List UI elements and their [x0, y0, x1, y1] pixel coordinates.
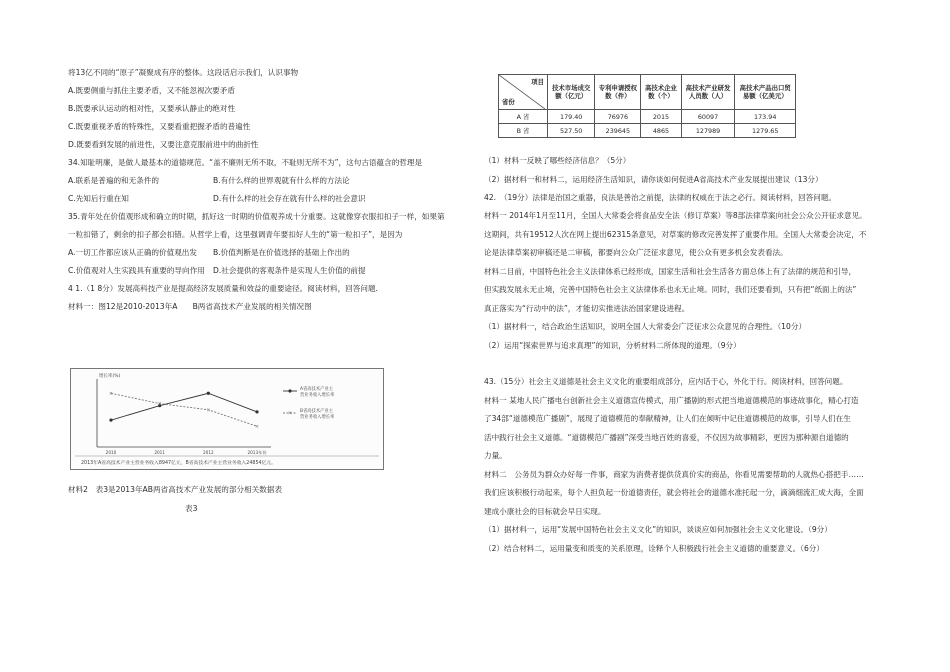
- q34-option-c: C.先知后行重在知: [68, 194, 129, 203]
- q42-material-1-line3: 论是法律草案初审稿还是二审稿，都要向公众广泛征求意见，使公众有更多机会发表看法。: [484, 248, 788, 257]
- table-corner-top: 项目: [531, 78, 544, 86]
- q43-material-1-line1: 材料一 某地人民广播电台创新社会主义道德宣传模式，用广播剧的形式把当地道德模范的事迹故事化，精心打造: [484, 396, 859, 405]
- data-point: [109, 419, 112, 422]
- table-3: [498, 74, 796, 138]
- q42-stem: 42. （19分）法律是治国之重器，良法是善治之前提，法律的权威在于法之必行。阅读材料，回答问题。: [484, 193, 837, 202]
- q35-option-c: C.价值观对人生实践具有重要的导向作用: [68, 266, 205, 275]
- q34-option-b: B.有什么样的世界观就有什么样的方法论: [213, 176, 350, 185]
- q41-sub-2: （2）据材料一和材料二，运用经济生活知识，请你谈如何促进A省高技术产业发展提出建议（13分）: [484, 175, 823, 184]
- legend-marker: ×: [287, 410, 293, 417]
- legend-label: B省高技术产业主: [300, 409, 334, 414]
- legend-label: 营业务收入增长率: [300, 393, 335, 398]
- legend-label: A省高技术产业主: [300, 387, 334, 392]
- x-tick-label: 2011: [154, 450, 166, 455]
- table-cell: 127989: [681, 124, 735, 138]
- legend-marker: [288, 389, 291, 392]
- legend-label: 营业务收入增长率: [300, 415, 335, 420]
- table-header-cell: 高技术产业研发人员数（人）: [681, 75, 735, 110]
- data-point: ×: [206, 407, 211, 414]
- q42-sub-1: （1）据材料一，结合政治生活知识，说明全国人大常委会广泛征求公众意见的合理性。（10分）: [484, 322, 807, 331]
- q43-sub-2: （2）结合材料二，运用量变和质变的关系原理，诠释个人积极践行社会主义道德的重要意义。（6分）: [484, 544, 824, 553]
- q35-option-a: A.一切工作都应该从正确的价值观出发: [68, 248, 197, 257]
- q43-material-1-line4: 力量。: [484, 451, 507, 460]
- table-cell: 76976: [595, 110, 641, 124]
- left-column: [68, 0, 473, 672]
- q33-option-d: D.既要看到发展的前进性，又要注意克服前进中的曲折性: [68, 140, 259, 149]
- q41-sub-1: （1）材料一反映了哪些经济信息？（5分）: [484, 156, 631, 165]
- q33-option-b: B.既要承认运动的相对性，又要承认静止的绝对性: [68, 104, 236, 113]
- table-corner-cell: [499, 75, 548, 110]
- q42-material-1-line1: 材料一 2014年1月至11月，全国人大常委会将食品安全法（修订草案）等8部法律草案向社会公众公开征求意见。: [484, 211, 867, 220]
- figure-12-chart: [70, 368, 384, 470]
- table-3-caption: 表3: [185, 504, 198, 513]
- x-tick-label: 2013年份: [247, 450, 267, 455]
- q33-option-c: C.既要重视矛盾的特殊性，又要看重把握矛盾的普遍性: [68, 122, 251, 131]
- q43-material-1-line2: 了34部“道德模范广播剧”，展现了道德模范的奉献精神，让人们在倾听中记住道德模范的故事，引导人们在生: [484, 414, 851, 423]
- table-header-cell: 专利申请授权数（件）: [595, 75, 641, 110]
- table-corner-bottom: 省份: [502, 98, 515, 106]
- table-cell: 2015: [641, 110, 681, 124]
- table-header-cell: 高技术企业数（个）: [641, 75, 681, 110]
- q34-stem: 34.知耻明廉，是做人最基本的道德规范。“盖不廉则无所不取，不耻则无所不为”，这句古语蕴含的哲理是: [68, 158, 423, 167]
- table-cell: 179.40: [548, 110, 595, 124]
- q33-stem-end: 将13亿不同的“原子”凝聚成有序的整体。这段话启示我们，认识事物: [68, 68, 299, 77]
- data-point: ×: [108, 390, 114, 397]
- q34-option-d: D.有什么样的社会存在就有什么样的社会意识: [213, 194, 366, 203]
- q42-material-2-line2: 但实践发展永无止境，完善中国特色社会主义法律体系也永无止境。同时，我们还要看到，只有把“纸面上的法”: [484, 285, 857, 294]
- q35-stem-line1: 35.青年处在价值观形成和确立的时期，抓好这一时期的价值观养成十分重要。这就像穿衣服扣扣子一样，如果第: [68, 212, 445, 221]
- q43-material-2-line3: 建成小康社会的目标就会早日实现。: [484, 507, 606, 516]
- q35-option-d: D.社会提供的客观条件是实现人生价值的前提: [213, 266, 366, 275]
- q33-option-a: A.既要侧重与抓住主要矛盾，又不能忽视次要矛盾: [68, 86, 235, 95]
- q42-sub-2: （2）运用“探索世界与追求真理”的知识，分析材料二所体现的道理。（9分）: [484, 341, 741, 350]
- q34-option-a: A.联系是普遍的和无条件的: [68, 176, 160, 185]
- table-row-label: B 省: [499, 124, 548, 138]
- series-line-b: [108, 390, 257, 426]
- q41-stem: 4 1.（1 8分）发展高科技产业是提高经济发展质量和效益的重要途径。阅读材料，回答问题.: [68, 284, 378, 293]
- data-point: ×: [254, 423, 260, 430]
- chart-note: 2013年A省高技术产业主营业务收入8947亿元，B省高技术产业主营业务收入24854亿元。: [81, 461, 276, 466]
- table-cell: 60097: [681, 110, 735, 124]
- q42-material-2-line1: 材料二目前，中国特色社会主义法律体系已经形成，国家生活和社会生活各方面总体上有了法律的规范和引导，: [484, 267, 857, 276]
- q43-material-2-line2: 我们应该积极行动起来，每个人担负起一份道德责任，就会将社会的道德水准托起一分，滴滴细流汇成大海，全面: [484, 488, 864, 497]
- q43-sub-1: （1）据材料一，运用“发展中国特色社会主义文化”的知识，谈谈应如何加强社会主义文化建设。（9分）: [484, 525, 832, 534]
- table-header-cell: 高技术产品出口贸易额（亿美元）: [735, 75, 796, 110]
- data-point: [207, 392, 210, 395]
- data-point: ×: [157, 401, 162, 408]
- right-column: [484, 0, 914, 672]
- line-chart: [71, 369, 383, 469]
- q42-material-1-line2: 这期间，共有19512人次在网上提出62315条意见，对草案的修改完善发挥了重要作用。全国人大常委会决定，不: [484, 230, 867, 239]
- y-axis-label: 增长率(%): [99, 374, 121, 379]
- q43-stem: 43.（15分）社会主义道德是社会主义文化的重要组成部分，应内话于心，外化于行。阅读材料，回答问题。: [484, 377, 848, 386]
- q41-material-1: 材料一：图12是2010-2013年A B两省高技术产业发展的相关情况图: [68, 302, 312, 311]
- data-point: [255, 410, 258, 413]
- q42-material-2-line3: 真正落实为“行动中的法”，才能切实推进法治国家建设进程。: [484, 304, 690, 313]
- table-row: [499, 110, 796, 124]
- table-row: [499, 124, 796, 138]
- table-cell: 1279.65: [735, 124, 796, 138]
- table-cell: 239645: [595, 124, 641, 138]
- table-row-label: A 省: [499, 110, 548, 124]
- x-tick-label: 2012: [202, 450, 214, 455]
- table-cell: 4865: [641, 124, 681, 138]
- x-tick-label: 2010: [105, 450, 117, 455]
- q43-material-1-line3: 活中践行社会主义道德。“道德模范广播剧”深受当地百姓的喜爱，不仅因为故事精彩，更因为那种源自道德的: [484, 433, 849, 442]
- q43-material-2-line1: 材料二 公务员为群众办好每一件事，商家为消费者提供货真价实的商品，你看见需要帮助的人就热心搭把手……: [484, 470, 864, 479]
- q35-option-b: B.价值判断是在价值选择的基础上作出的: [213, 248, 350, 257]
- q35-stem-line2: 一粒扣错了，剩余的扣子都会扣错。从哲学上看，这里强调青年要扣好人生的“第一粒扣子”，是因为: [68, 230, 403, 239]
- table-cell: 527.50: [548, 124, 595, 138]
- q41-material-2: 材料2 表3是2013年AB两省高技术产业发展的部分相关数据表: [68, 485, 283, 494]
- table-header-row: [499, 75, 796, 110]
- table-cell: 173.94: [735, 110, 796, 124]
- table-header-cell: 技术市场成交额（亿元）: [548, 75, 595, 110]
